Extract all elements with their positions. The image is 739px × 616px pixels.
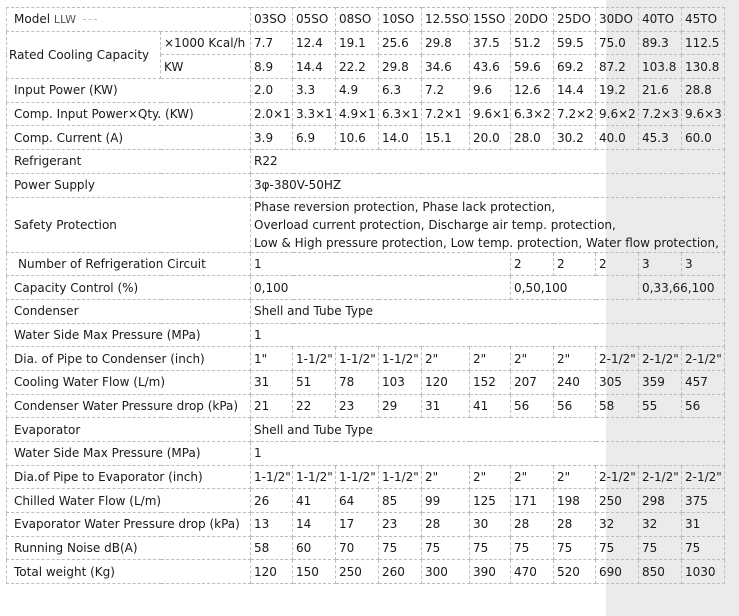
value-cell: 3.3 xyxy=(293,79,336,103)
evaporator-max-pressure-row xyxy=(7,442,725,466)
value-cell: 390 xyxy=(470,560,511,584)
model-cell: 12.5SO xyxy=(422,8,470,32)
value-cell: 23 xyxy=(379,513,422,537)
value-cell: 300 xyxy=(422,560,470,584)
value-cell: 2-1/2" xyxy=(682,465,725,489)
value-cell: 2-1/2" xyxy=(639,465,682,489)
comp-current-row xyxy=(7,126,725,150)
model-cell: 03SO xyxy=(251,8,293,32)
value-cell: 0,50,100 xyxy=(511,276,639,300)
rated-cooling-label: Rated Cooling Capacity xyxy=(7,31,161,78)
value-cell: 2" xyxy=(470,347,511,371)
value-cell: 29 xyxy=(379,394,422,418)
model-cell: 45TO xyxy=(682,8,725,32)
value-cell: 41 xyxy=(470,394,511,418)
value-cell: 75 xyxy=(470,536,511,560)
value-cell: 31 xyxy=(422,394,470,418)
value-cell: 0,33,66,100 xyxy=(639,276,725,300)
value-cell: 28.0 xyxy=(511,126,554,150)
evaporator-pipe-row xyxy=(7,465,725,489)
value-cell: 58 xyxy=(251,536,293,560)
evaporator-row xyxy=(7,418,725,442)
value-cell: 75 xyxy=(554,536,596,560)
value-cell: 69.2 xyxy=(554,55,596,79)
value-cell: 7.7 xyxy=(251,31,293,55)
row-label: Comp. Current (A) xyxy=(7,126,251,150)
value-cell: 28.8 xyxy=(682,79,725,103)
value-cell: 58 xyxy=(596,394,639,418)
value-cell: 1-1/2" xyxy=(336,465,379,489)
value-cell: 75.0 xyxy=(596,31,639,55)
value-cell: 32 xyxy=(596,513,639,537)
value-cell: 2-1/2" xyxy=(682,347,725,371)
value-cell: 56 xyxy=(682,394,725,418)
model-cell: 05SO xyxy=(293,8,336,32)
value-cell: 22 xyxy=(293,394,336,418)
value-cell: 6.3 xyxy=(379,79,422,103)
value-cell: 520 xyxy=(554,560,596,584)
value-cell: 30 xyxy=(470,513,511,537)
value-cell: 150 xyxy=(293,560,336,584)
value-cell: 2" xyxy=(422,347,470,371)
value-cell: 3φ-380V-50HZ xyxy=(251,173,725,197)
value-cell: 59.6 xyxy=(511,55,554,79)
row-label: Number of Refrigeration Circuit xyxy=(7,252,251,276)
value-cell: 298 xyxy=(639,489,682,513)
value-cell: 12.4 xyxy=(293,31,336,55)
row-label: Water Side Max Pressure (MPa) xyxy=(7,323,251,347)
value-cell: 75 xyxy=(379,536,422,560)
value-cell: 1 xyxy=(251,442,725,466)
value-cell: 1-1/2" xyxy=(379,465,422,489)
value-cell: 75 xyxy=(596,536,639,560)
value-cell: 78 xyxy=(336,370,379,394)
value-cell: 2" xyxy=(422,465,470,489)
row-label: Comp. Input Power×Qty. (KW) xyxy=(7,102,251,126)
value-cell: 41 xyxy=(293,489,336,513)
value-cell: 89.3 xyxy=(639,31,682,55)
value-cell: 198 xyxy=(554,489,596,513)
value-cell: 2" xyxy=(554,465,596,489)
row-label: Refrigerant xyxy=(7,150,251,174)
value-cell: 14.0 xyxy=(379,126,422,150)
safety-line: Low & High pressure protection, Low temp. protection, Water flow protection, xyxy=(254,235,719,250)
value-cell: 4.9 xyxy=(336,79,379,103)
value-cell: 4.9×1 xyxy=(336,102,379,126)
running-noise-row xyxy=(7,536,725,560)
value-cell: 29.8 xyxy=(422,31,470,55)
value-cell: 1 xyxy=(251,323,725,347)
value-cell: 60.0 xyxy=(682,126,725,150)
value-cell: 99 xyxy=(422,489,470,513)
value-cell: 19.2 xyxy=(596,79,639,103)
value-cell: 1-1/2" xyxy=(293,465,336,489)
row-label: Capacity Control (%) xyxy=(7,276,251,300)
value-cell: 305 xyxy=(596,370,639,394)
value-cell: 1-1/2" xyxy=(336,347,379,371)
value-cell: 23 xyxy=(336,394,379,418)
value-cell: Shell and Tube Type xyxy=(251,418,725,442)
value-cell: 14 xyxy=(293,513,336,537)
value-cell: 120 xyxy=(251,560,293,584)
value-cell: 2-1/2" xyxy=(639,347,682,371)
row-label: Running Noise dB(A) xyxy=(7,536,251,560)
value-cell: 75 xyxy=(511,536,554,560)
row-label: Power Supply xyxy=(7,173,251,197)
chiller-spec-table xyxy=(6,7,725,584)
model-cell: 25DO xyxy=(554,8,596,32)
value-cell: 85 xyxy=(379,489,422,513)
value-cell: 2 xyxy=(554,252,596,276)
value-cell: 9.6×2 xyxy=(596,102,639,126)
value-cell: 120 xyxy=(422,370,470,394)
value-cell: 3 xyxy=(639,252,682,276)
value-cell: 56 xyxy=(511,394,554,418)
value-cell: 2" xyxy=(511,347,554,371)
row-label: Evaporator Water Pressure drop (kPa) xyxy=(7,513,251,537)
condenser-pipe-row xyxy=(7,347,725,371)
value-cell: 75 xyxy=(639,536,682,560)
value-cell: 457 xyxy=(682,370,725,394)
safety-protection-row xyxy=(7,197,725,252)
safety-protection-cell xyxy=(251,197,725,252)
value-cell: 3.3×1 xyxy=(293,102,336,126)
row-label: Dia.of Pipe to Evaporator (inch) xyxy=(7,465,251,489)
value-cell: 1-1/2" xyxy=(293,347,336,371)
refrigerant-row xyxy=(7,150,725,174)
value-cell: 29.8 xyxy=(379,55,422,79)
value-cell: 7.2×1 xyxy=(422,102,470,126)
value-cell: 1-1/2" xyxy=(251,465,293,489)
condenser-row xyxy=(7,299,725,323)
value-cell: 171 xyxy=(511,489,554,513)
value-cell: 1 xyxy=(251,252,511,276)
value-cell: 40.0 xyxy=(596,126,639,150)
value-cell: 45.3 xyxy=(639,126,682,150)
value-cell: 30.2 xyxy=(554,126,596,150)
value-cell: 87.2 xyxy=(596,55,639,79)
value-cell: 17 xyxy=(336,513,379,537)
value-cell: 28 xyxy=(554,513,596,537)
value-cell: 152 xyxy=(470,370,511,394)
value-cell: 2-1/2" xyxy=(596,465,639,489)
value-cell: 43.6 xyxy=(470,55,511,79)
value-cell: 34.6 xyxy=(422,55,470,79)
model-cell: 20DO xyxy=(511,8,554,32)
row-label: Dia. of Pipe to Condenser (inch) xyxy=(7,347,251,371)
value-cell: 0,100 xyxy=(251,276,511,300)
value-cell: 37.5 xyxy=(470,31,511,55)
value-cell: 690 xyxy=(596,560,639,584)
value-cell: 1030 xyxy=(682,560,725,584)
row-label: Water Side Max Pressure (MPa) xyxy=(7,442,251,466)
model-label: Model xyxy=(14,11,51,26)
value-cell: 21.6 xyxy=(639,79,682,103)
value-cell: 2" xyxy=(470,465,511,489)
cooling-water-flow-row xyxy=(7,370,725,394)
condenser-pressure-drop-row xyxy=(7,394,725,418)
value-cell: 260 xyxy=(379,560,422,584)
value-cell: 31 xyxy=(682,513,725,537)
total-weight-row xyxy=(7,560,725,584)
value-cell: 51.2 xyxy=(511,31,554,55)
value-cell: 125 xyxy=(470,489,511,513)
value-cell: 6.9 xyxy=(293,126,336,150)
power-supply-row xyxy=(7,173,725,197)
value-cell: 240 xyxy=(554,370,596,394)
value-cell: 32 xyxy=(639,513,682,537)
value-cell: 2.0 xyxy=(251,79,293,103)
value-cell: 2" xyxy=(554,347,596,371)
value-cell: 850 xyxy=(639,560,682,584)
row-label: Total weight (Kg) xyxy=(7,560,251,584)
value-cell: 207 xyxy=(511,370,554,394)
value-cell: 2 xyxy=(511,252,554,276)
value-cell: 2 xyxy=(596,252,639,276)
value-cell: 60 xyxy=(293,536,336,560)
value-cell: 3.9 xyxy=(251,126,293,150)
value-cell: 103 xyxy=(379,370,422,394)
value-cell: 1" xyxy=(251,347,293,371)
value-cell: 70 xyxy=(336,536,379,560)
model-cell: 10SO xyxy=(379,8,422,32)
value-cell: 55 xyxy=(639,394,682,418)
value-cell: 64 xyxy=(336,489,379,513)
value-cell: 31 xyxy=(251,370,293,394)
value-cell: 75 xyxy=(682,536,725,560)
value-cell: 112.5 xyxy=(682,31,725,55)
row-label: Cooling Water Flow (L/m) xyxy=(7,370,251,394)
value-cell: 20.0 xyxy=(470,126,511,150)
value-cell: 130.8 xyxy=(682,55,725,79)
row-label: Evaporator xyxy=(7,418,251,442)
value-cell: 7.2×3 xyxy=(639,102,682,126)
value-cell: 56 xyxy=(554,394,596,418)
value-cell: 250 xyxy=(336,560,379,584)
rated-cooling-kcal-row xyxy=(7,31,725,55)
model-cell: 15SO xyxy=(470,8,511,32)
value-cell: 375 xyxy=(682,489,725,513)
value-cell: 359 xyxy=(639,370,682,394)
input-power-row xyxy=(7,79,725,103)
model-cell: 08SO xyxy=(336,8,379,32)
value-cell: 103.8 xyxy=(639,55,682,79)
value-cell: 8.9 xyxy=(251,55,293,79)
value-cell: 3 xyxy=(682,252,725,276)
model-dash xyxy=(83,19,97,20)
model-label-cell xyxy=(7,8,251,32)
value-cell: 9.6×3 xyxy=(682,102,725,126)
value-cell: 13 xyxy=(251,513,293,537)
safety-line: Phase reversion protection, Phase lack protection, xyxy=(254,199,556,214)
unit-cell: ×1000 Kcal/h xyxy=(161,31,251,55)
value-cell: 9.6×1 xyxy=(470,102,511,126)
value-cell: 14.4 xyxy=(554,79,596,103)
value-cell: 7.2×2 xyxy=(554,102,596,126)
value-cell: R22 xyxy=(251,150,725,174)
unit-cell: KW xyxy=(161,55,251,79)
value-cell: Shell and Tube Type xyxy=(251,299,725,323)
value-cell: 59.5 xyxy=(554,31,596,55)
row-label: Input Power (KW) xyxy=(7,79,251,103)
model-series: LLW xyxy=(53,12,76,26)
condenser-max-pressure-row xyxy=(7,323,725,347)
value-cell: 75 xyxy=(422,536,470,560)
value-cell: 26 xyxy=(251,489,293,513)
value-cell: 9.6 xyxy=(470,79,511,103)
model-row xyxy=(7,8,725,32)
value-cell: 14.4 xyxy=(293,55,336,79)
value-cell: 2-1/2" xyxy=(596,347,639,371)
value-cell: 15.1 xyxy=(422,126,470,150)
value-cell: 2" xyxy=(511,465,554,489)
value-cell: 7.2 xyxy=(422,79,470,103)
value-cell: 12.6 xyxy=(511,79,554,103)
refrigeration-circuit-row xyxy=(7,252,725,276)
row-label: Condenser Water Pressure drop (kPa) xyxy=(7,394,251,418)
value-cell: 22.2 xyxy=(336,55,379,79)
value-cell: 10.6 xyxy=(336,126,379,150)
evaporator-pressure-drop-row xyxy=(7,513,725,537)
row-label: Condenser xyxy=(7,299,251,323)
value-cell: 250 xyxy=(596,489,639,513)
comp-input-power-row xyxy=(7,102,725,126)
value-cell: 6.3×1 xyxy=(379,102,422,126)
value-cell: 28 xyxy=(511,513,554,537)
value-cell: 28 xyxy=(422,513,470,537)
row-label: Safety Protection xyxy=(7,197,251,252)
value-cell: 25.6 xyxy=(379,31,422,55)
chilled-water-flow-row xyxy=(7,489,725,513)
model-cell: 30DO xyxy=(596,8,639,32)
value-cell: 6.3×2 xyxy=(511,102,554,126)
safety-line: Overload current protection, Discharge air temp. protection, xyxy=(254,217,616,232)
value-cell: 19.1 xyxy=(336,31,379,55)
value-cell: 21 xyxy=(251,394,293,418)
value-cell: 470 xyxy=(511,560,554,584)
value-cell: 1-1/2" xyxy=(379,347,422,371)
model-cell: 40TO xyxy=(639,8,682,32)
capacity-control-row xyxy=(7,276,725,300)
value-cell: 2.0×1 xyxy=(251,102,293,126)
row-label: Chilled Water Flow (L/m) xyxy=(7,489,251,513)
value-cell: 51 xyxy=(293,370,336,394)
